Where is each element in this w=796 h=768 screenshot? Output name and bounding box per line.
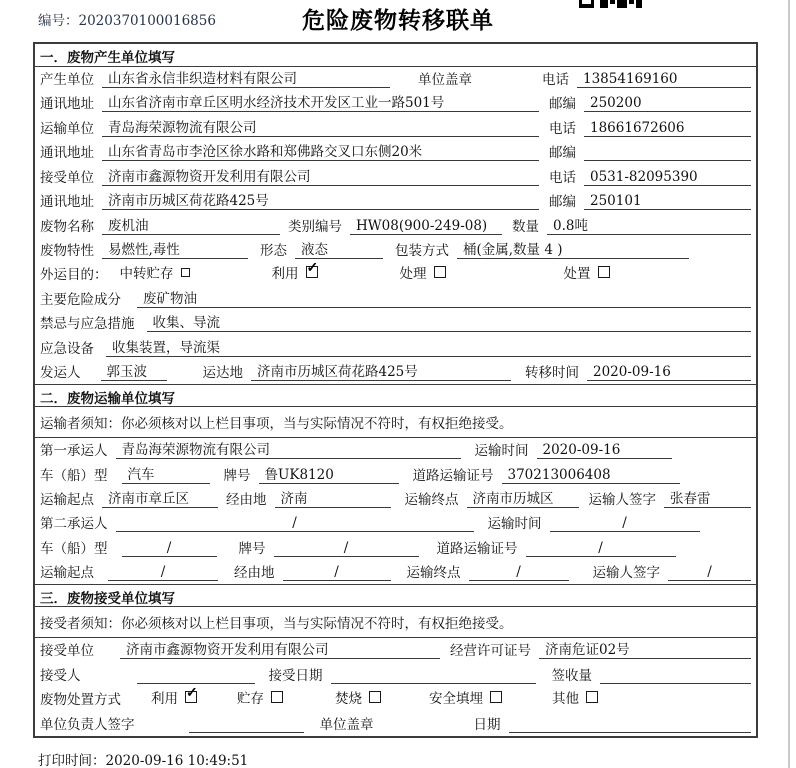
waste-name: 废机油 <box>102 214 280 235</box>
field-label: 形态 <box>260 243 287 259</box>
field-label: 邮编 <box>549 96 576 113</box>
origin-2: / <box>108 564 218 581</box>
license-number: 济南危证02号 <box>539 638 751 659</box>
seal-date <box>509 716 752 733</box>
form-row <box>35 262 756 286</box>
field-label: 运输起点 <box>40 565 94 582</box>
field-label: 经由地 <box>226 492 267 508</box>
checkbox-unchecked-icon <box>434 266 446 278</box>
form-row <box>35 687 756 711</box>
packaging: 桶(金属,数量 4 ) <box>457 238 689 259</box>
field-label: 废物名称 <box>40 218 94 235</box>
field-label: 日期 <box>473 716 501 733</box>
page-edge-scrollbar-track[interactable] <box>788 0 790 768</box>
form-row <box>35 560 756 584</box>
transport-postcode <box>584 144 751 161</box>
field-label: 单位负责人签字 <box>40 716 135 733</box>
field-label: 转移时间 <box>525 365 579 382</box>
form-row <box>35 286 756 310</box>
field-label: 接受单位 <box>40 643 94 660</box>
field-label: 运输时间 <box>474 443 529 460</box>
section-header: 一．废物产生单位填写 <box>35 44 756 67</box>
field-label: 经由地 <box>234 565 275 582</box>
check-mark-icon: ✓ <box>186 685 198 702</box>
receiver-unit: 济南市鑫源物资开发利用有限公司 <box>102 165 539 186</box>
field-label: 运达地 <box>202 365 243 382</box>
checkbox-label: 其他 <box>552 691 579 708</box>
via-2: / <box>283 564 391 581</box>
field-label: 通讯地址 <box>40 145 94 162</box>
form-row <box>35 487 756 511</box>
serial-value: 2020370100016856 <box>78 13 216 29</box>
road-permit-2: / <box>526 540 676 557</box>
checkbox-label: 处置 <box>563 266 591 283</box>
category-code: HW08(900-249-08) <box>350 218 502 235</box>
field-label: 通讯地址 <box>40 194 94 211</box>
endpoint-1: 济南市历城区 <box>467 487 579 508</box>
field-label: 车（船）型 <box>40 467 108 484</box>
waste-form: 液态 <box>295 238 383 259</box>
transport-date-1: 2020-09-16 <box>537 442 672 459</box>
field-label: 通讯地址 <box>40 96 94 113</box>
field-label: 第二承运人 <box>40 516 108 533</box>
field-label: 电话 <box>549 169 576 186</box>
unit-seal-label: 单位盖章 <box>418 71 472 88</box>
second-carrier: / <box>116 515 474 532</box>
acceptor <box>137 667 255 684</box>
form-row <box>35 462 756 486</box>
form-row <box>35 360 756 384</box>
section-notice: 接受者须知：你必须核对以上栏目事项，当与实际情况不符时，有权拒绝接受。 <box>35 607 756 638</box>
field-label: 运输终点 <box>404 492 459 508</box>
form-row <box>35 335 756 359</box>
field-label: 接受日期 <box>268 667 323 684</box>
checkbox-label: 焚烧 <box>335 691 362 708</box>
field-label: 道路运输证号 <box>412 467 494 484</box>
form-row <box>35 115 756 139</box>
serial-label: 编号： <box>38 13 79 29</box>
checkbox-label: 贮存 <box>237 691 264 708</box>
form-row <box>35 511 756 535</box>
form-row <box>35 311 756 335</box>
checkbox-checked-icon <box>185 685 198 703</box>
field-label: 运输起点 <box>40 492 94 508</box>
page-title: 危险废物转移联单 <box>302 7 494 34</box>
destination: 济南市历城区荷花路425号 <box>251 360 511 381</box>
checkbox-label: 安全填埋 <box>429 691 483 708</box>
vehicle-type-2: / <box>122 540 217 557</box>
form-row <box>35 67 756 91</box>
transport-phone: 18661672606 <box>584 120 751 137</box>
field-label: 第一承运人 <box>40 443 108 460</box>
checkbox-unchecked-icon <box>271 691 283 703</box>
carrier-signature-2: / <box>668 564 751 581</box>
field-label: 数量 <box>512 218 539 235</box>
field-label: 运输人签字 <box>588 492 656 508</box>
hazard-component: 废矿物油 <box>137 287 751 308</box>
quantity: 0.8吨 <box>547 214 751 235</box>
form-row <box>35 535 756 559</box>
producer-unit: 山东省永信非织造材料有限公司 <box>102 67 390 88</box>
origin-1: 济南市章丘区 <box>102 487 218 508</box>
transport-date-2: / <box>550 515 700 532</box>
field-label: 运输时间 <box>487 516 542 533</box>
checkbox-utilize <box>272 262 318 282</box>
checkbox-label: 利用 <box>151 691 178 708</box>
field-label: 禁忌与应急措施 <box>40 316 135 333</box>
transport-address: 山东省青岛市李沧区徐水路和郑佛路交叉口东侧20米 <box>102 140 539 161</box>
field-label: 接受单位 <box>40 169 94 186</box>
section-header: 二．废物运输单位填写 <box>35 384 756 407</box>
receiver-address: 济南市历城区荷花路425号 <box>102 189 539 210</box>
endpoint-2: / <box>469 564 569 581</box>
form-row <box>35 238 756 262</box>
vehicle-type-1: 汽车 <box>122 463 210 484</box>
carrier-signature-1: 张春雷 <box>664 487 751 508</box>
form-table <box>33 42 758 738</box>
received-quantity <box>600 667 751 684</box>
field-label: 电话 <box>542 71 569 88</box>
field-label: 牌号 <box>238 540 266 557</box>
checkbox-transfer-storage <box>120 262 190 282</box>
unit-seal-label-2: 单位盖章 <box>319 716 374 733</box>
plate-number-1: 鲁UK8120 <box>259 463 399 484</box>
section-notice: 运输者须知：你必须核对以上栏目事项，当与实际情况不符时，有权拒绝接受。 <box>35 407 756 438</box>
field-label: 应急设备 <box>40 340 94 357</box>
field-label: 邮编 <box>549 145 576 162</box>
field-label: 废物特性 <box>40 243 94 259</box>
road-permit-1: 370213006408 <box>502 467 680 484</box>
checkbox-checked-icon <box>306 260 319 278</box>
plate-number-2: / <box>274 540 419 557</box>
field-label: 车（船）型 <box>40 540 108 557</box>
checkbox-disposal-storage <box>237 687 283 707</box>
form-row <box>35 213 756 237</box>
emergency-equipment: 收集装置，导流渠 <box>106 336 751 357</box>
form-row <box>35 189 756 213</box>
checkbox-disposal-utilize <box>151 687 197 707</box>
form-row <box>35 91 756 115</box>
first-carrier: 青岛海荣源物流有限公司 <box>116 438 461 459</box>
field-label: 接受人 <box>40 667 81 684</box>
transfer-date: 2020-09-16 <box>587 364 751 381</box>
checkbox-unchecked-icon <box>586 691 598 703</box>
receiver-phone: 0531-82095390 <box>584 169 751 186</box>
print-time <box>38 749 248 768</box>
form-row <box>35 711 756 735</box>
field-label: 废物处置方式 <box>40 692 121 709</box>
accept-date <box>331 667 536 684</box>
producer-phone: 13854169160 <box>577 71 751 88</box>
field-label: 外运目的： <box>40 267 108 284</box>
field-label: 道路运输证号 <box>436 540 518 557</box>
checkbox-label: 中转贮存 <box>119 266 174 283</box>
checkbox-disposal-landfill <box>429 687 502 707</box>
responsible-signature <box>189 716 304 733</box>
checkbox-unchecked-icon <box>369 691 381 703</box>
qr-code-fragment <box>578 0 642 9</box>
shipper: 郭玉波 <box>101 360 167 381</box>
form-row <box>35 662 756 686</box>
checkbox-disposal-other <box>552 687 598 707</box>
print-time-label: 打印时间： <box>38 753 106 768</box>
form-row <box>35 140 756 164</box>
accepting-unit: 济南市鑫源物资开发利用有限公司 <box>120 638 440 659</box>
emergency-measures: 收集、导流 <box>147 311 752 332</box>
form-row <box>35 438 756 462</box>
field-label: 经营许可证号 <box>450 643 531 660</box>
form-row <box>35 638 756 662</box>
section-header: 三．废物接受单位填写 <box>35 584 756 607</box>
checkbox-unchecked-icon <box>490 691 502 703</box>
field-label: 电话 <box>549 120 576 137</box>
field-label: 主要危险成分 <box>40 291 121 308</box>
field-label: 运输终点 <box>406 565 461 582</box>
field-label: 产生单位 <box>40 71 94 88</box>
checkbox-treat <box>400 262 446 282</box>
check-mark-icon: ✓ <box>306 260 319 277</box>
checkbox-label: 利用 <box>271 266 299 283</box>
receiver-postcode: 250101 <box>584 193 751 210</box>
form-row <box>35 164 756 188</box>
via-1: 济南 <box>275 487 391 508</box>
producer-address: 山东省济南市章丘区明水经济技术开发区工业一路501号 <box>102 91 539 112</box>
field-label: 发运人 <box>40 365 81 382</box>
field-label: 运输人签字 <box>592 565 660 582</box>
checkbox-label: 处理 <box>399 266 427 283</box>
producer-postcode: 250200 <box>584 95 751 112</box>
print-time-value: 2020-09-16 10:49:51 <box>105 753 249 768</box>
checkbox-unchecked-icon <box>181 268 190 277</box>
checkbox-disposal-incinerate <box>335 687 381 707</box>
checkbox-dispose <box>564 262 610 282</box>
waste-characteristics: 易燃性,毒性 <box>102 238 248 259</box>
field-label: 邮编 <box>549 194 576 211</box>
field-label: 类别编号 <box>288 218 342 235</box>
checkbox-unchecked-icon <box>598 266 610 278</box>
transport-unit: 青岛海荣源物流有限公司 <box>102 116 539 137</box>
field-label: 包装方式 <box>395 243 449 259</box>
field-label: 签收量 <box>551 667 592 684</box>
field-label: 牌号 <box>223 467 251 484</box>
field-label: 运输单位 <box>40 120 94 137</box>
